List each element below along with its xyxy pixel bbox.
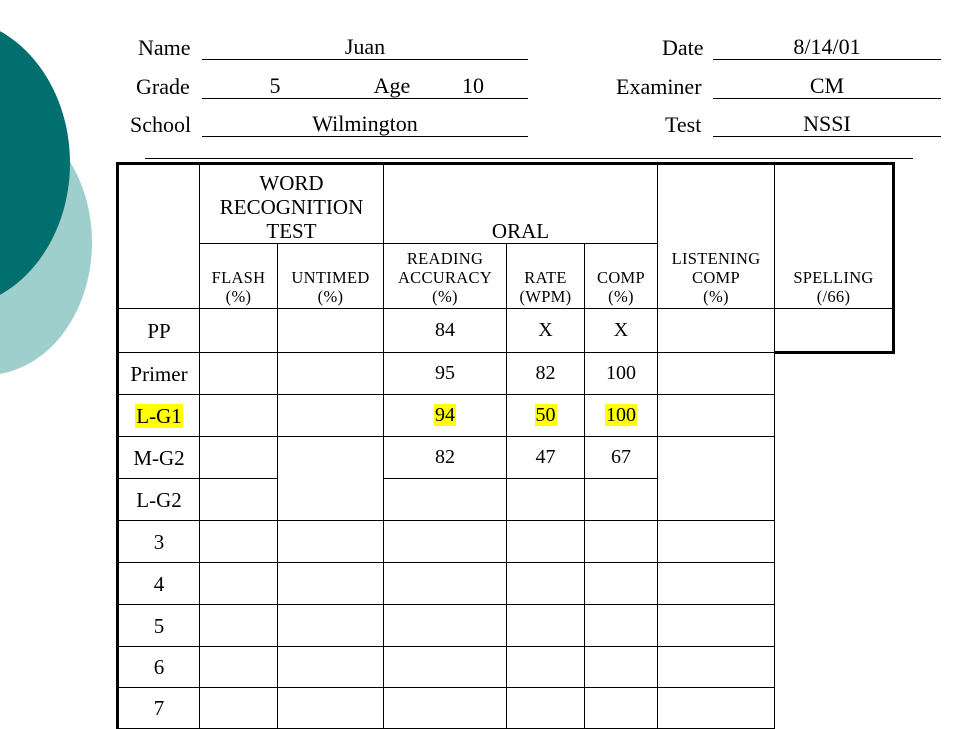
comp-cell <box>585 521 658 563</box>
rate-header: RATE (WPM) <box>507 244 585 309</box>
rate-cell <box>507 395 585 437</box>
header-divider <box>145 158 913 159</box>
table-row <box>118 688 894 729</box>
listening-cell <box>658 309 775 353</box>
accuracy-cell: 82 <box>384 437 507 479</box>
rate-cell: 47 <box>507 437 585 479</box>
untimed-cell <box>278 563 384 605</box>
date-label: Date <box>662 35 704 60</box>
flash-cell <box>200 605 278 647</box>
accuracy-cell <box>384 479 507 521</box>
flash-cell <box>200 479 278 521</box>
comp-cell: X <box>585 309 658 353</box>
accuracy-cell <box>384 647 507 688</box>
age-value: 10 <box>462 73 484 98</box>
table-row <box>118 309 894 353</box>
level-cell: 6 <box>118 647 200 688</box>
flash-cell <box>200 563 278 605</box>
rate-cell <box>507 688 585 729</box>
date-field: 8/14/01 <box>713 36 941 60</box>
untimed-cell <box>278 521 384 563</box>
accuracy-cell <box>384 395 507 437</box>
name-label: Name <box>138 35 191 60</box>
listening-cell <box>658 647 775 688</box>
comp-cell <box>585 563 658 605</box>
listening-cell <box>658 437 775 521</box>
comp-cell: 100 <box>585 353 658 395</box>
untimed-cell <box>278 647 384 688</box>
listening-cell <box>658 605 775 647</box>
listening-cell <box>658 563 775 605</box>
level-highlight: L-G1 <box>136 403 182 428</box>
listening-cell <box>658 395 775 437</box>
level-cell: 7 <box>118 688 200 729</box>
accuracy-cell <box>384 521 507 563</box>
flash-cell <box>200 437 278 479</box>
word-recognition-header: WORD RECOGNITION TEST <box>200 164 384 244</box>
flash-cell <box>200 309 278 353</box>
flash-cell <box>200 688 278 729</box>
age-label: Age <box>373 73 411 98</box>
comp-highlight: 100 <box>606 404 636 426</box>
spelling-header: SPELLING (/66) <box>775 164 894 309</box>
accuracy-highlight: 94 <box>435 404 455 426</box>
rate-highlight: 50 <box>535 404 556 426</box>
level-cell: M-G2 <box>118 437 200 479</box>
level-cell: PP <box>118 309 200 353</box>
grade-value: 5 <box>269 73 281 98</box>
comp-cell <box>585 479 658 521</box>
accuracy-cell <box>384 688 507 729</box>
rate-cell <box>507 521 585 563</box>
rate-cell <box>507 647 585 688</box>
name-field: Juan <box>202 36 528 60</box>
rate-cell: X <box>507 309 585 353</box>
test-field: NSSI <box>713 113 941 137</box>
rate-cell <box>507 563 585 605</box>
untimed-header: UNTIMED (%) <box>278 244 384 309</box>
empty-area <box>775 353 894 688</box>
flash-header: FLASH (%) <box>200 244 278 309</box>
flash-cell <box>200 353 278 395</box>
listening-cell <box>658 688 775 729</box>
level-cell: 5 <box>118 605 200 647</box>
comp-cell <box>585 395 658 437</box>
grade-label: Grade <box>136 74 190 99</box>
accuracy-cell: 95 <box>384 353 507 395</box>
table-row <box>118 353 894 395</box>
untimed-cell <box>278 437 384 521</box>
level-cell <box>118 395 200 437</box>
untimed-cell <box>278 688 384 729</box>
school-field: Wilmington <box>202 113 528 137</box>
flash-cell <box>200 647 278 688</box>
accuracy-cell: 84 <box>384 309 507 353</box>
reading-accuracy-header: READING ACCURACY (%) <box>384 244 507 309</box>
results-table <box>116 162 895 729</box>
comp-cell <box>585 688 658 729</box>
corner-cell <box>118 164 200 309</box>
untimed-cell <box>278 353 384 395</box>
comp-cell <box>585 647 658 688</box>
untimed-cell <box>278 395 384 437</box>
spelling-cell <box>775 309 894 353</box>
examiner-label: Examiner <box>616 74 702 99</box>
flash-cell <box>200 521 278 563</box>
listening-comp-header: LISTENING COMP (%) <box>658 164 775 309</box>
test-label: Test <box>665 112 702 137</box>
rate-cell: 82 <box>507 353 585 395</box>
examiner-field: CM <box>713 75 941 99</box>
comp-header: COMP (%) <box>585 244 658 309</box>
comp-cell <box>585 605 658 647</box>
accuracy-cell <box>384 605 507 647</box>
comp-cell: 67 <box>585 437 658 479</box>
rate-cell <box>507 479 585 521</box>
untimed-cell <box>278 309 384 353</box>
listening-cell <box>658 353 775 395</box>
flash-cell <box>200 395 278 437</box>
level-cell: L-G2 <box>118 479 200 521</box>
level-cell: 4 <box>118 563 200 605</box>
oral-header: ORAL <box>384 164 658 244</box>
accuracy-cell <box>384 563 507 605</box>
school-label: School <box>130 112 192 137</box>
listening-cell <box>658 521 775 563</box>
untimed-cell <box>278 605 384 647</box>
level-cell: Primer <box>118 353 200 395</box>
rate-cell <box>507 605 585 647</box>
level-cell: 3 <box>118 521 200 563</box>
